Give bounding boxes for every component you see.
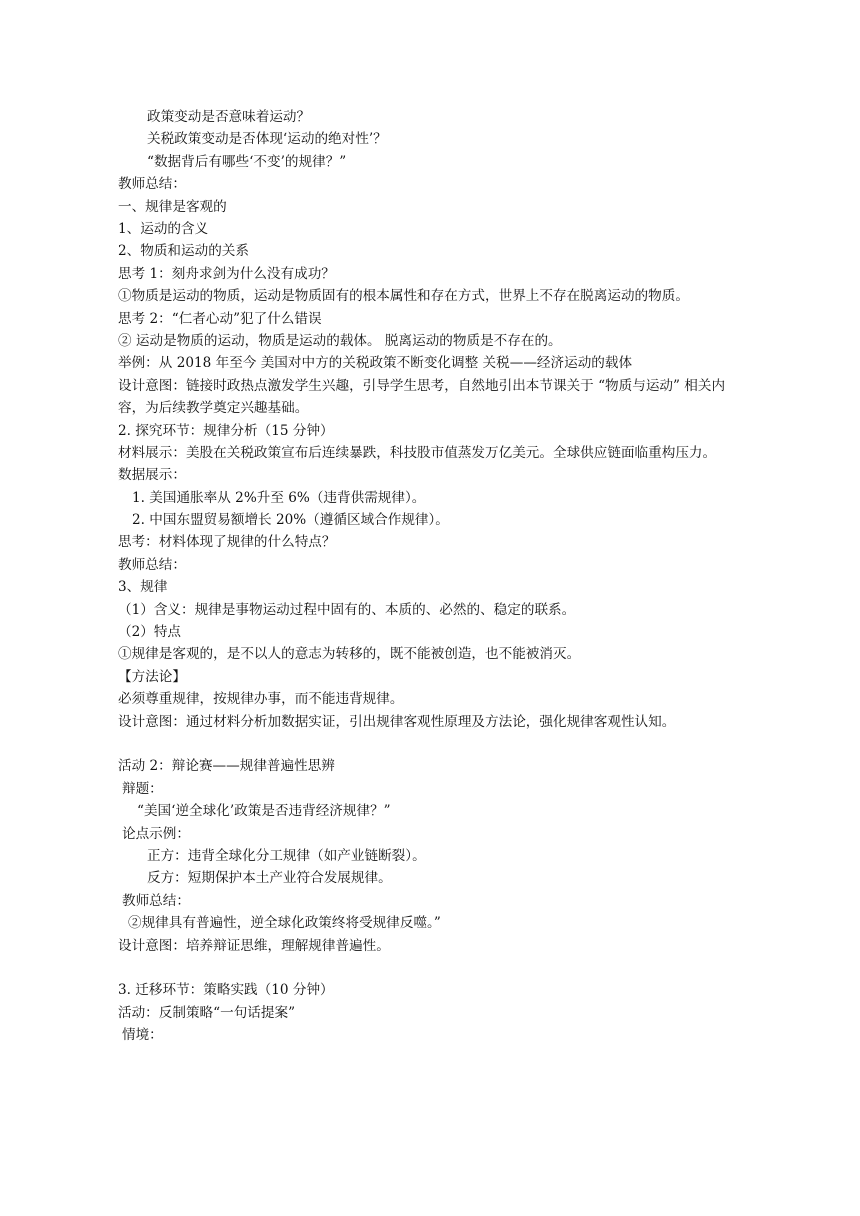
text-line: 举例：从 2018 年至今 美国对中方的关税政策不断变化调整 关税——经济运动的载体 xyxy=(118,355,633,372)
text-line: 教师总结： xyxy=(118,176,186,193)
text-line: 1. 美国通胀率从 2%升至 6%（违背供需规律）。 xyxy=(132,489,426,506)
text-line: ② 运动是物质的运动，物质是运动的载体。 脱离运动的物质是不存在的。 xyxy=(118,332,562,349)
text-line: 1、运动的含义 xyxy=(118,220,209,237)
text-line: （1）含义：规律是事物运动过程中固有的、本质的、必然的、稳定的联系。 xyxy=(118,601,576,618)
text-line: 反方：短期保护本土产业符合发展规律。 xyxy=(147,870,392,887)
text-line: “数据背后有哪些‘不变’的规律？” xyxy=(147,153,347,170)
text-line: ①物质是运动的物质，运动是物质固有的根本属性和存在方式，世界上不存在脱离运动的物质。 xyxy=(118,288,689,305)
blank-line xyxy=(118,957,743,979)
text-line: 教师总结： xyxy=(118,556,186,573)
text-line: 2、物质和运动的关系 xyxy=(118,243,249,260)
text-line: 设计意图：链接时政热点激发学生兴趣，引导学生思考，自然地引出本节课关于 “物质与运动” 相关内容，为后续教学奠定兴趣基础。 xyxy=(118,377,726,417)
text-line: 2. 探究环节：规律分析（15 分钟） xyxy=(118,422,334,439)
text-line: 数据展示： xyxy=(118,467,186,484)
text-line: （2）特点 xyxy=(118,624,182,641)
text-line: 3、规律 xyxy=(118,579,168,596)
text-line: 教师总结： xyxy=(122,892,190,909)
text-line: ②规律具有普遍性，逆全球化政策终将受规律反噬。” xyxy=(128,915,441,932)
text-line: 材料展示：美股在关税政策宣布后连续暴跌，科技股市值蒸发万亿美元。全球供应链面临重构压力。 xyxy=(118,444,717,461)
document-body xyxy=(118,106,743,1046)
text-line: 正方：违背全球化分工规律（如产业链断裂）。 xyxy=(147,847,426,864)
text-line: “美国‘逆全球化’政策是否违背经济规律？” xyxy=(137,803,391,820)
text-line: 思考 2：“仁者心动”犯了什么错误 xyxy=(118,310,322,327)
text-line: 论点示例： xyxy=(122,825,190,842)
text-line: 情境： xyxy=(122,1027,163,1044)
text-line: 2. 中国东盟贸易额增长 20%（遵循区域合作规律）。 xyxy=(132,512,449,529)
text-line: 必须尊重规律，按规律办事，而不能违背规律。 xyxy=(118,691,404,708)
text-line: 一、规律是客观的 xyxy=(118,198,227,215)
text-line: 辩题： xyxy=(122,780,163,797)
text-line: 活动：反制策略“一句话提案” xyxy=(118,1004,296,1021)
text-line: 设计意图：通过材料分析加数据实证，引出规律客观性原理及方法论，强化规律客观性认知。 xyxy=(118,713,676,730)
text-line: 【方法论】 xyxy=(118,668,186,685)
text-line: 3. 迁移环节：策略实践（10 分钟） xyxy=(118,982,334,999)
text-line: ①规律是客观的，是不以人的意志为转移的，既不能被创造，也不能被消灭。 xyxy=(118,646,581,663)
text-line: 设计意图：培养辩证思维，理解规律普遍性。 xyxy=(118,937,390,954)
text-line: 关税政策变动是否体现‘运动的绝对性’？ xyxy=(147,131,387,148)
text-line: 活动 2：辩论赛——规律普遍性思辨 xyxy=(118,758,335,775)
text-line: 政策变动是否意味着运动？ xyxy=(147,109,311,125)
text-line: 思考 1：刻舟求剑为什么没有成功？ xyxy=(118,265,335,282)
text-line: 思考：材料体现了规律的什么特点？ xyxy=(118,534,336,551)
blank-line xyxy=(118,733,743,755)
